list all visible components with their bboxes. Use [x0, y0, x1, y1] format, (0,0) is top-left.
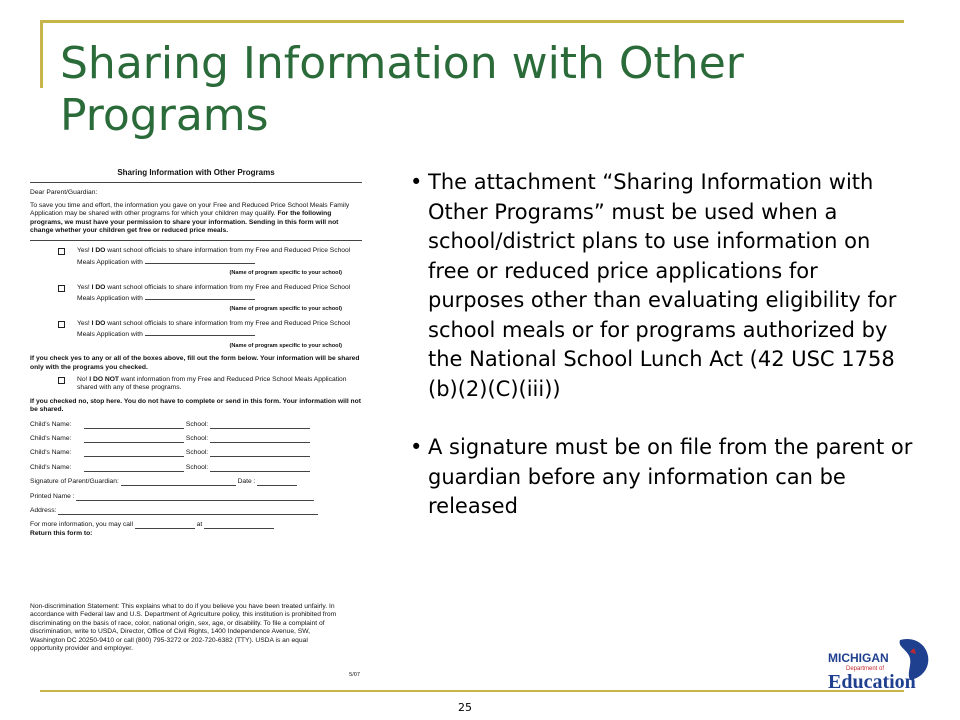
blank-line: [145, 256, 255, 264]
signature-label: Signature of Parent/Guardian:: [30, 478, 119, 486]
child-name-label: Child's Name:: [30, 434, 72, 442]
signature-row: [30, 478, 362, 486]
blank-line: [210, 435, 310, 443]
address-row: [30, 507, 362, 515]
bullet-item: [410, 168, 930, 404]
form-image: [30, 165, 362, 685]
program-note: (Name of program specific to your school): [229, 342, 342, 349]
school-label: School:: [185, 434, 209, 442]
no-text: want information from my Free and Reduced Price School Meals Application shared with any of these programs.: [77, 375, 347, 392]
logo-line2: Department of: [846, 666, 885, 672]
school-label: School:: [185, 449, 209, 457]
bullet-dot-icon: •: [410, 170, 423, 194]
page-number: 25: [458, 701, 472, 714]
yes-text: want school officials to share information from my Free and Reduced Price School Meals Application with: [77, 283, 351, 303]
if-no-instructions: If you checked no, stop here. You do not have to complete or send in this form. Your information will not be shared.: [30, 397, 361, 414]
school-label: School:: [185, 420, 209, 428]
address-label: Address:: [30, 506, 57, 514]
form-intro: [30, 202, 362, 236]
child-name-row: [30, 449, 362, 457]
michigan-education-logo-icon: [822, 632, 934, 692]
yes-label: Yes!: [77, 319, 90, 327]
blank-line: [84, 435, 184, 443]
form-no-option: [58, 376, 362, 393]
child-name-row: [30, 464, 362, 472]
i-do-label: I DO: [91, 319, 106, 327]
if-yes-instructions: If you check yes to any or all of the boxes above, fill out the form below. Your information will be shared only with the programs you checked.: [30, 355, 360, 371]
blank-line: [135, 521, 195, 529]
slide-title: Sharing Information with Other Programs: [60, 38, 744, 141]
nondiscrimination-statement: Non-discrimination Statement: This explains what to do if you believe you have been treated unfairly. In accordance with Federal law and U.S. Department of Agriculture policy, this institution is prohibited from discriminating on the basis of race, color, national origin, sex, age, or disability. To file a complaint of discrimination, write to USDA, Director, Office of Civil Rights, 1400 Independence Avenue, SW, Washington DC 20250-9410 or call (800) 795-3272 or 202-720-6382 (TTY). USDA is an equal opportunity provider and employer.: [30, 603, 337, 653]
child-name-label: Child's Name:: [30, 449, 72, 457]
no-label: No!: [77, 375, 88, 383]
form-intro-bold: For the following programs, we must have your permission to share your information. Sending in this form will not change whether your children get free or reduced price meals.: [30, 210, 339, 235]
i-do-label: I DO: [91, 283, 106, 291]
blank-line: [84, 421, 184, 429]
child-name-label: Child's Name:: [30, 420, 72, 428]
printed-name-label: Printed Name :: [30, 492, 75, 500]
blank-line: [210, 464, 310, 472]
checkbox-icon: [58, 285, 65, 292]
yes-text: want school officials to share information from my Free and Reduced Price School Meals Application with: [77, 319, 351, 339]
blank-line: [84, 449, 184, 457]
yes-label: Yes!: [77, 283, 90, 291]
child-name-row: [30, 435, 362, 443]
logo-line1: MICHIGAN: [828, 651, 889, 665]
printed-name-row: [30, 493, 362, 501]
bullet-list: [410, 168, 930, 522]
bullet-text: The attachment “Sharing Information with Other Programs” must be used when a school/district plans to use information on free or reduced price applications for purposes other than evaluating eligibility for school meals or for programs authorized by the National School Lunch Act (42 USC 1758 (b)(2)(C)(iii)): [428, 170, 897, 401]
checkbox-icon: [58, 321, 65, 328]
blank-line: [210, 449, 310, 457]
michigan-education-logo: [822, 632, 934, 692]
logo-line3: Education: [828, 671, 916, 692]
date-label: Date :: [237, 478, 256, 486]
bullet-dot-icon: •: [410, 435, 423, 459]
form-title: Sharing Information with Other Programs: [117, 168, 275, 177]
frame-bottom-line: [40, 690, 904, 692]
yes-label: Yes!: [77, 247, 90, 255]
i-do-not-label: I DO NOT: [89, 375, 120, 383]
blank-line: [210, 421, 310, 429]
more-info-label: For more information, you may call: [30, 521, 133, 529]
form-yes-option: [58, 247, 362, 267]
return-label: Return this form to:: [30, 529, 93, 537]
form-salutation: Dear Parent/Guardian:: [30, 189, 98, 197]
form-divider: [30, 240, 362, 241]
form-divider: [30, 182, 362, 183]
blank-line: [204, 521, 274, 529]
blank-line: [121, 478, 236, 486]
blank-line: [145, 292, 255, 300]
frame-left-line: [40, 20, 43, 88]
more-info-row: [30, 521, 362, 529]
checkbox-icon: [58, 377, 65, 384]
bullet-item: [410, 433, 930, 522]
program-note: (Name of program specific to your school): [229, 306, 342, 313]
blank-line: [257, 478, 297, 486]
blank-line: [58, 507, 318, 515]
at-label: at: [196, 521, 203, 529]
blank-line: [76, 493, 314, 501]
form-intro-text: To save you time and effort, the information you gave on your Free and Reduced Price School Meals Family Application may be shared with other programs for which your children may qualify.: [30, 201, 350, 218]
frame-top-line: [40, 20, 904, 23]
i-do-label: I DO: [91, 247, 106, 255]
blank-line: [84, 464, 184, 472]
yes-text: want school officials to share information from my Free and Reduced Price School Meals Application with: [77, 247, 351, 266]
blank-line: [145, 328, 255, 336]
program-note: (Name of program specific to your school): [229, 270, 342, 277]
child-name-row: [30, 421, 362, 429]
form-yes-option: [58, 284, 362, 304]
checkbox-icon: [58, 248, 65, 255]
form-yes-option: [58, 320, 362, 340]
child-name-label: Child's Name:: [30, 463, 72, 471]
school-label: School:: [185, 463, 209, 471]
form-version: 5/07: [349, 672, 360, 678]
bullet-text: A signature must be on file from the parent or guardian before any information can be released: [428, 435, 913, 518]
